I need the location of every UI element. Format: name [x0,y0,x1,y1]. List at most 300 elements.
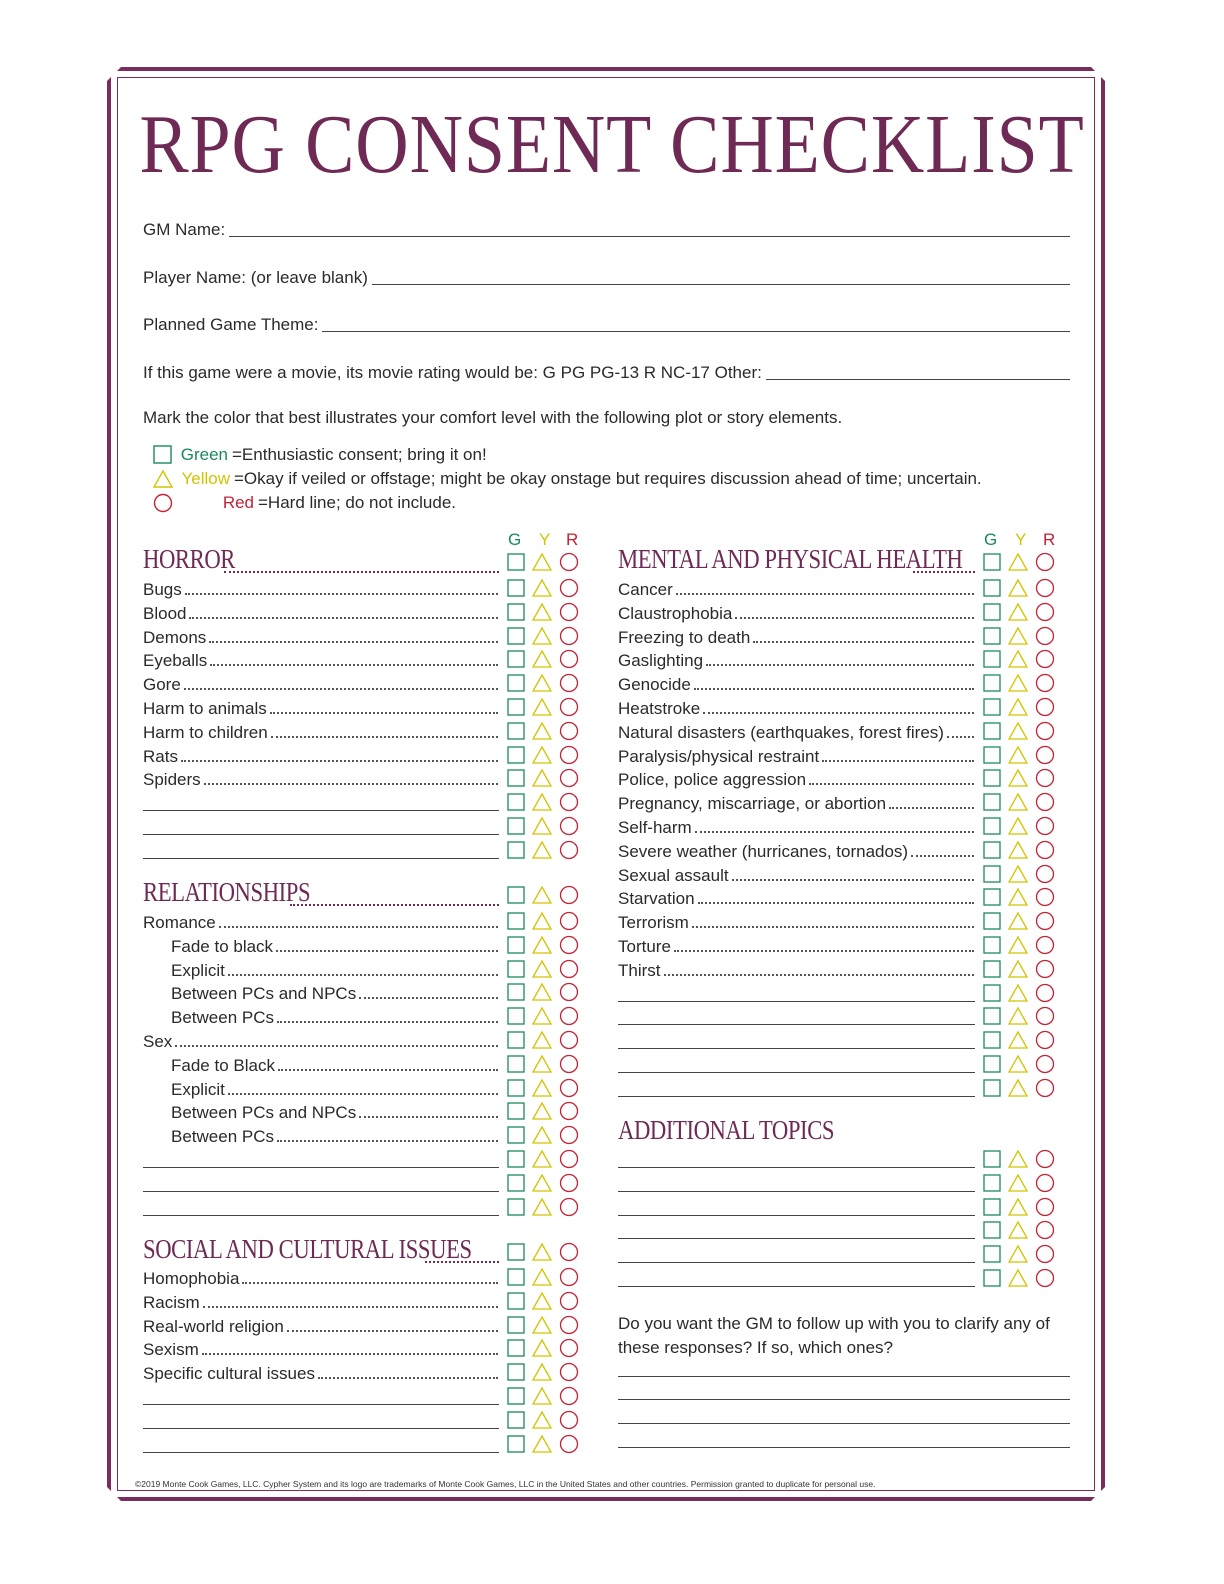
rating-marks [506,839,586,863]
red-circle-checkbox[interactable] [561,1411,578,1428]
red-circle-checkbox[interactable] [561,1127,578,1144]
green-checkbox[interactable] [508,1340,524,1356]
checklist-item [171,1099,499,1123]
rating-marks [982,1196,1062,1220]
green-checkbox[interactable] [508,1103,524,1119]
red-circle-checkbox[interactable] [1037,1174,1054,1191]
rating-marks [982,1267,1062,1291]
item-leader-dots [692,926,974,928]
item-leader-dots [703,712,974,714]
red-circle-checkbox[interactable] [561,722,578,739]
yellow-triangle-checkbox[interactable] [1009,794,1027,810]
yellow-triangle-checkbox[interactable] [1009,866,1027,882]
yellow-triangle-checkbox[interactable] [533,1340,551,1356]
red-circle-checkbox[interactable] [561,1079,578,1096]
green-checkbox[interactable] [508,1364,524,1380]
write-in-line[interactable] [618,1048,975,1049]
green-checkbox[interactable] [984,1246,1000,1262]
green-checkbox[interactable] [984,794,1000,810]
yellow-triangle-checkbox[interactable] [1009,985,1027,1001]
green-checkbox[interactable] [984,1199,1000,1215]
red-circle-checkbox[interactable] [561,1435,578,1452]
green-checkbox[interactable] [984,985,1000,1001]
item-leader-dots [694,688,974,690]
blank-item-line[interactable] [618,1242,975,1266]
red-circle-checkbox[interactable] [561,746,578,763]
red-circle-checkbox[interactable] [1037,651,1054,668]
item-label: Between PCs [171,1008,274,1028]
write-in-line[interactable] [618,1286,975,1287]
green-checkbox[interactable] [508,961,524,977]
red-circle-checkbox[interactable] [561,1198,578,1215]
red-circle-checkbox[interactable] [561,1103,578,1120]
green-checkbox[interactable] [508,984,524,1000]
green-checkbox[interactable] [984,1080,1000,1096]
write-in-line[interactable] [618,1167,975,1168]
green-checkbox[interactable] [508,887,524,903]
blank-item-line[interactable] [618,1147,975,1171]
item-label: Racism [143,1292,200,1312]
yellow-triangle-checkbox[interactable] [1009,604,1027,620]
yellow-triangle-checkbox[interactable] [533,913,551,929]
item-label: Romance [143,913,216,932]
rating-marks [982,958,1062,982]
blank-item-line[interactable] [618,1028,975,1052]
yellow-triangle-checkbox[interactable] [1009,1199,1027,1215]
red-circle-checkbox[interactable] [1037,746,1054,763]
rating-marks [506,1124,586,1148]
write-in-line[interactable] [618,1215,975,1216]
red-circle-checkbox[interactable] [561,1055,578,1072]
green-checkbox[interactable] [984,675,1000,691]
yellow-triangle-checkbox[interactable] [533,1364,551,1380]
red-circle-checkbox[interactable] [561,651,578,668]
legend-green-word: Green [180,445,228,464]
write-in-line[interactable] [143,810,499,811]
follow-up-line[interactable] [618,1447,1070,1448]
red-circle-checkbox[interactable] [561,1008,578,1025]
blank-item-line[interactable] [143,1384,499,1408]
yellow-triangle-checkbox[interactable] [533,1008,551,1024]
yellow-triangle-checkbox[interactable] [533,675,551,691]
green-checkbox[interactable] [508,1080,524,1096]
green-checkbox[interactable] [984,961,1000,977]
green-checkbox[interactable] [984,723,1000,739]
green-checkbox[interactable] [508,818,524,834]
checklist-item [171,980,499,1004]
write-in-line[interactable] [143,1191,499,1192]
red-circle-checkbox[interactable] [561,580,578,597]
checklist-item [618,933,975,957]
blank-item-line[interactable] [143,1171,499,1195]
red-circle-checkbox[interactable] [1037,818,1054,835]
write-in-line[interactable] [618,1024,975,1025]
write-in-line[interactable] [143,1428,499,1429]
write-in-line[interactable] [618,1096,975,1097]
checklist-item [618,766,975,790]
yellow-triangle-checkbox[interactable] [533,937,551,953]
red-circle-checkbox[interactable] [561,794,578,811]
item-leader-dots [271,736,498,738]
yellow-triangle-checkbox[interactable] [533,1269,551,1285]
blank-item-line[interactable] [618,1266,975,1290]
game-theme-line[interactable] [322,331,1070,332]
blank-item-line[interactable] [618,1218,975,1242]
green-checkbox[interactable] [508,794,524,810]
item-label: Self-harm [618,818,692,837]
rating-marks [982,551,1062,575]
item-label: Fade to black [171,936,274,956]
red-circle-checkbox[interactable] [561,1032,578,1049]
yellow-triangle-checkbox[interactable] [533,1293,551,1309]
red-circle-checkbox[interactable] [561,1151,578,1168]
yellow-triangle-checkbox[interactable] [1009,770,1027,786]
yellow-triangle-checkbox[interactable] [1009,1222,1027,1238]
yellow-triangle-checkbox[interactable] [533,580,551,596]
green-checkbox[interactable] [984,1008,1000,1024]
green-checkbox[interactable] [508,1269,524,1285]
yellow-triangle-checkbox[interactable] [1009,1080,1027,1096]
yellow-triangle-checkbox[interactable] [1009,889,1027,905]
green-checkbox[interactable] [984,818,1000,834]
write-in-line[interactable] [618,1001,975,1002]
green-checkbox[interactable] [508,937,524,953]
yellow-triangle-checkbox[interactable] [1009,1270,1027,1286]
yellow-triangle-checkbox[interactable] [1009,1246,1027,1262]
write-in-line[interactable] [143,1452,499,1453]
gm-name-field[interactable] [143,214,1070,240]
red-circle-checkbox[interactable] [561,554,578,571]
green-checkbox[interactable] [508,699,524,715]
red-circle-checkbox[interactable] [561,770,578,787]
green-checkbox[interactable] [984,770,1000,786]
yellow-triangle-checkbox[interactable] [533,554,551,570]
red-circle-checkbox[interactable] [1037,554,1054,571]
green-checkbox[interactable] [508,747,524,763]
green-checkbox[interactable] [984,866,1000,882]
yellow-triangle-checkbox[interactable] [1009,1151,1027,1167]
red-circle-checkbox[interactable] [561,1388,578,1405]
red-circle-checkbox[interactable] [1037,1270,1054,1287]
red-circle-checkbox[interactable] [1037,580,1054,597]
write-in-line[interactable] [618,1072,975,1073]
yellow-triangle-checkbox[interactable] [533,1151,551,1167]
item-label: Pregnancy, miscarriage, or abortion [618,794,887,814]
green-checkbox[interactable] [984,1032,1000,1048]
red-circle-checkbox[interactable] [561,699,578,716]
follow-up-line[interactable] [618,1376,1070,1377]
gm-name-label: GM Name: [143,220,226,239]
item-leader-dots [204,783,498,785]
green-checkbox[interactable] [984,747,1000,763]
yellow-triangle-checkbox[interactable] [533,818,551,834]
red-circle-checkbox[interactable] [1037,1198,1054,1215]
yellow-triangle-checkbox[interactable] [533,887,551,903]
green-checkbox[interactable] [508,1175,524,1191]
green-checkbox[interactable] [984,1222,1000,1238]
yellow-triangle-checkbox[interactable] [533,723,551,739]
red-circle-checkbox[interactable] [561,675,578,692]
rating-marks [506,1029,586,1053]
red-circle-checkbox[interactable] [1037,603,1054,620]
yellow-triangle-checkbox[interactable] [533,1103,551,1119]
green-checkbox[interactable] [984,604,1000,620]
red-circle-checkbox[interactable] [1037,1246,1054,1263]
write-in-line[interactable] [143,834,499,835]
yellow-triangle-checkbox[interactable] [1009,913,1027,929]
item-leader-dots [203,1306,498,1308]
movie-rating-label: If this game were a movie, its movie rating would be: G PG PG-13 R NC-17 Other: [143,363,762,382]
yellow-triangle-checkbox[interactable] [533,651,551,667]
blank-item-line[interactable] [618,1171,975,1195]
write-in-line[interactable] [618,1262,975,1263]
red-circle-checkbox[interactable] [561,603,578,620]
green-checkbox[interactable] [508,1244,524,1260]
green-checkbox[interactable] [508,770,524,786]
yellow-triangle-checkbox[interactable] [1009,723,1027,739]
green-checkbox[interactable] [984,554,1000,570]
red-circle-checkbox[interactable] [561,913,578,930]
legend-red-word: Red [222,493,254,512]
green-checkbox[interactable] [984,628,1000,644]
red-circle-checkbox[interactable] [561,1292,578,1309]
yellow-triangle-checkbox[interactable] [1009,554,1027,570]
yellow-triangle-checkbox[interactable] [533,628,551,644]
red-circle-checkbox[interactable] [1037,675,1054,692]
green-checkbox[interactable] [508,1199,524,1215]
green-checkbox[interactable] [984,889,1000,905]
green-checkbox[interactable] [984,580,1000,596]
green-checkbox[interactable] [508,1151,524,1167]
red-circle-checkbox[interactable] [1037,889,1054,906]
item-leader-dots [209,641,498,643]
yellow-triangle-checkbox[interactable] [1009,675,1027,691]
yellow-triangle-checkbox[interactable] [533,604,551,620]
rating-marks [506,1433,586,1457]
green-checkbox[interactable] [508,1008,524,1024]
yellow-triangle-checkbox[interactable] [533,1056,551,1072]
green-checkbox[interactable] [508,1293,524,1309]
player-name-field[interactable] [143,262,1070,288]
rating-marks [506,720,586,744]
rating-marks [982,672,1062,696]
blank-item-line[interactable] [618,981,975,1005]
follow-up-line[interactable] [618,1423,1070,1424]
red-circle-checkbox[interactable] [1037,1032,1054,1049]
green-checkbox[interactable] [984,842,1000,858]
item-label: Claustrophobia [618,603,733,623]
red-circle-checkbox[interactable] [1037,722,1054,739]
write-in-line[interactable] [143,1404,499,1405]
item-leader-dots [822,760,974,762]
red-circle-checkbox[interactable] [1037,1079,1054,1096]
green-checkbox[interactable] [508,842,524,858]
yellow-triangle-checkbox[interactable] [533,842,551,858]
green-checkbox[interactable] [508,1412,524,1428]
blank-item-line[interactable] [143,1432,499,1456]
rating-marks [982,767,1062,791]
blank-item-line[interactable] [143,1195,499,1219]
red-circle-checkbox[interactable] [1037,913,1054,930]
rating-marks [982,1148,1062,1172]
checklist-item [143,1336,499,1360]
yellow-triangle-checkbox[interactable] [533,984,551,1000]
yellow-triangle-checkbox[interactable] [533,1412,551,1428]
game-theme-label: Planned Game Theme: [143,315,319,334]
green-checkbox[interactable] [508,1317,524,1333]
yellow-triangle-checkbox[interactable] [533,1127,551,1143]
green-checkbox[interactable] [508,675,524,691]
item-leader-dots [228,1093,498,1095]
checklist-item [143,647,499,671]
game-theme-field[interactable] [143,309,1070,335]
red-circle-checkbox[interactable] [1037,960,1054,977]
red-circle-checkbox[interactable] [1037,841,1054,858]
red-circle-checkbox[interactable] [561,1316,578,1333]
red-circle-checkbox[interactable] [1037,984,1054,1001]
yellow-triangle-checkbox[interactable] [1009,651,1027,667]
blank-item-line[interactable] [618,1004,975,1028]
red-circle-checkbox[interactable] [1037,699,1054,716]
green-checkbox[interactable] [508,580,524,596]
rating-marks [982,791,1062,815]
red-circle-checkbox[interactable] [561,1174,578,1191]
green-checkbox[interactable] [984,913,1000,929]
red-circle-checkbox[interactable] [1037,1151,1054,1168]
follow-up-line[interactable] [618,1399,1070,1400]
yellow-triangle-checkbox[interactable] [1009,842,1027,858]
red-circle-checkbox[interactable] [561,1244,578,1261]
red-circle-checkbox[interactable] [1037,1008,1054,1025]
item-leader-dots [947,736,974,738]
green-checkbox[interactable] [508,554,524,570]
col-header-y-right: Y [1015,530,1027,549]
yellow-triangle-checkbox[interactable] [533,1032,551,1048]
blank-item-line[interactable] [618,1195,975,1219]
yellow-triangle-checkbox[interactable] [1009,937,1027,953]
write-in-line[interactable] [618,1238,975,1239]
item-label: Paralysis/physical restraint [618,746,820,766]
blank-item-line[interactable] [618,1052,975,1076]
write-in-line[interactable] [143,1167,499,1168]
yellow-triangle-checkbox[interactable] [1009,1175,1027,1191]
rating-marks [506,1172,586,1196]
yellow-triangle-checkbox[interactable] [533,1199,551,1215]
checklist-item [143,576,499,600]
green-checkbox[interactable] [508,628,524,644]
player-name-line[interactable] [372,284,1070,285]
red-circle-checkbox[interactable] [1037,627,1054,644]
yellow-triangle-checkbox[interactable] [1009,747,1027,763]
yellow-triangle-checkbox[interactable] [533,1080,551,1096]
yellow-triangle-checkbox[interactable] [533,1388,551,1404]
item-label: Homophobia [143,1269,240,1288]
rating-marks [982,1053,1062,1077]
yellow-triangle-checkbox[interactable] [1009,818,1027,834]
yellow-triangle-checkbox[interactable] [1009,699,1027,715]
red-circle-checkbox[interactable] [561,887,578,904]
yellow-triangle-checkbox[interactable] [1009,1008,1027,1024]
green-checkbox[interactable] [508,913,524,929]
blank-item-line[interactable] [143,838,499,862]
write-in-line[interactable] [143,1215,499,1216]
rating-marks [982,1219,1062,1243]
red-circle-checkbox[interactable] [1037,770,1054,787]
green-checkbox[interactable] [984,1175,1000,1191]
yellow-triangle-checkbox[interactable] [533,699,551,715]
yellow-triangle-checkbox[interactable] [533,1244,551,1260]
blank-item-line[interactable] [143,1408,499,1432]
red-circle-checkbox[interactable] [1037,1056,1054,1073]
green-checkbox[interactable] [508,1127,524,1143]
yellow-triangle-checkbox[interactable] [533,961,551,977]
green-checkbox[interactable] [508,1388,524,1404]
red-circle-checkbox[interactable] [561,1364,578,1381]
movie-rating-line[interactable] [766,379,1070,380]
green-checkbox[interactable] [984,1151,1000,1167]
red-circle-checkbox[interactable] [561,1340,578,1357]
yellow-triangle-checkbox[interactable] [1009,961,1027,977]
yellow-triangle-checkbox[interactable] [1009,1056,1027,1072]
green-checkbox[interactable] [508,1436,524,1452]
blank-item-line[interactable] [143,790,499,814]
green-checkbox[interactable] [984,651,1000,667]
green-checkbox[interactable] [984,937,1000,953]
blank-item-line[interactable] [143,814,499,838]
write-in-line[interactable] [618,1191,975,1192]
movie-rating-field[interactable] [143,357,1070,383]
green-checkbox[interactable] [508,1056,524,1072]
blank-item-line[interactable] [618,1076,975,1100]
yellow-triangle-checkbox[interactable] [533,1317,551,1333]
rating-marks [506,1148,586,1172]
yellow-triangle-checkbox[interactable] [533,747,551,763]
yellow-triangle-checkbox[interactable] [1009,580,1027,596]
yellow-triangle-checkbox[interactable] [1009,628,1027,644]
red-circle-checkbox[interactable] [561,960,578,977]
green-checkbox[interactable] [984,1056,1000,1072]
gm-name-line[interactable] [229,236,1070,237]
yellow-triangle-checkbox[interactable] [533,1175,551,1191]
red-circle-checkbox[interactable] [1037,937,1054,954]
red-circle-checkbox[interactable] [561,627,578,644]
green-checkbox[interactable] [984,699,1000,715]
green-checkbox[interactable] [508,604,524,620]
green-checkbox[interactable] [508,651,524,667]
green-checkbox[interactable] [984,1270,1000,1286]
red-circle-checkbox[interactable] [1037,1222,1054,1239]
green-checkbox[interactable] [508,723,524,739]
red-circle-checkbox[interactable] [561,936,578,953]
checklist-item [618,909,975,933]
write-in-line[interactable] [143,858,499,859]
item-label: Terrorism [618,913,689,933]
green-checkbox[interactable] [508,1032,524,1048]
red-circle-checkbox[interactable] [1037,865,1054,882]
yellow-triangle-checkbox[interactable] [533,770,551,786]
red-circle-checkbox[interactable] [561,818,578,835]
yellow-triangle-checkbox[interactable] [533,794,551,810]
red-circle-checkbox[interactable] [1037,794,1054,811]
yellow-triangle-checkbox[interactable] [1009,1032,1027,1048]
yellow-triangle-checkbox[interactable] [533,1436,551,1452]
checklist-item [143,909,499,933]
red-circle-checkbox[interactable] [561,984,578,1001]
red-circle-checkbox[interactable] [561,841,578,858]
blank-item-line[interactable] [143,1147,499,1171]
red-circle-checkbox[interactable] [561,1269,578,1286]
rating-marks [506,981,586,1005]
